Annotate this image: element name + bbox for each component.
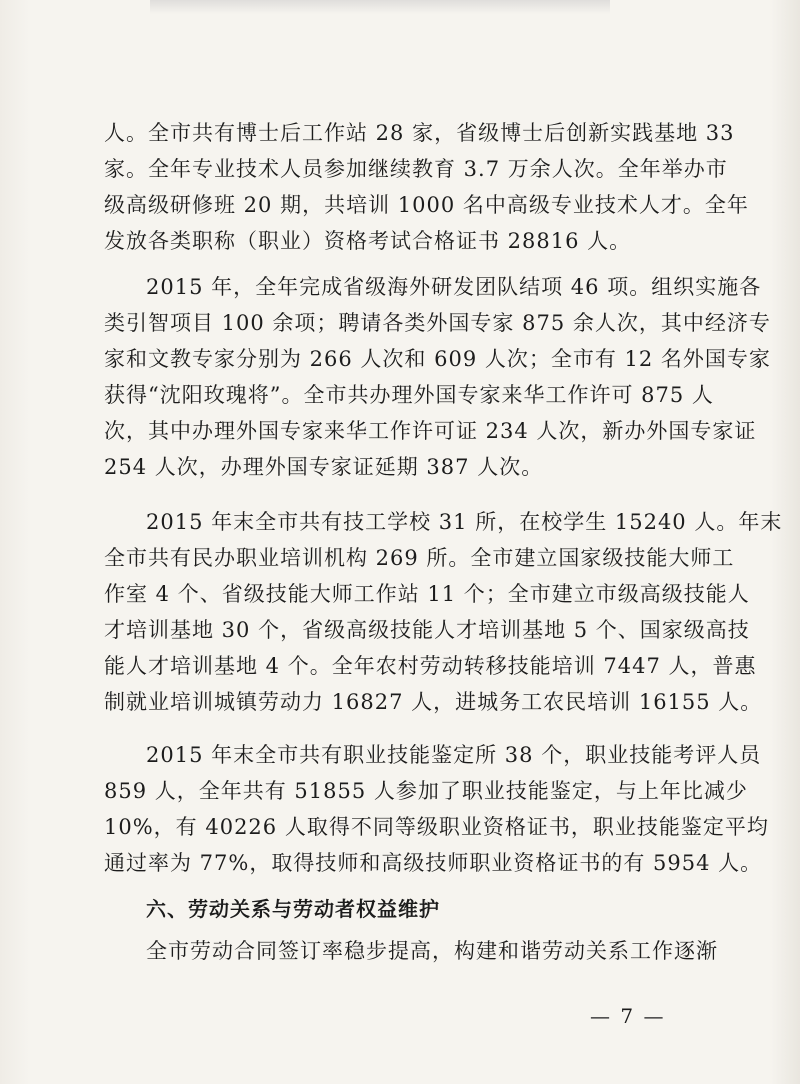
paragraph-line: 254 人次，办理外国专家证延期 387 人次。	[104, 455, 544, 479]
paragraph-line: 2015 年末全市共有职业技能鉴定所 38 个，职业技能考评人员	[146, 743, 762, 767]
paragraph-line: 10%，有 40226 人取得不同等级职业资格证书，职业技能鉴定平均	[104, 815, 769, 839]
paragraph-line: 家和文教专家分别为 266 人次和 609 人次；全市有 12 名外国专家	[104, 347, 771, 371]
paragraph-4	[104, 737, 769, 881]
paragraph-line: 能人才培训基地 4 个。全年农村劳动转移技能培训 7447 人，普惠	[104, 654, 757, 678]
paragraph-line: 制就业培训城镇劳动力 16827 人，进城务工农民培训 16155 人。	[104, 690, 763, 714]
paragraph-line: 类引智项目 100 余项；聘请各类外国专家 875 余人次，其中经济专	[104, 311, 771, 335]
scan-shadow	[150, 0, 610, 14]
paragraph-line: 全市共有民办职业培训机构 269 所。全市建立国家级技能大师工	[104, 546, 735, 570]
paragraph-line: 2015 年末全市共有技工学校 31 所，在校学生 15240 人。年末	[146, 510, 783, 534]
paragraph-line: 家。全年专业技术人员参加继续教育 3.7 万余人次。全年举办市	[104, 157, 728, 181]
paragraph-2	[104, 269, 771, 485]
paragraph-line: 次，其中办理外国专家来华工作许可证 234 人次，新办外国专家证	[104, 419, 757, 443]
paragraph-5	[104, 933, 718, 969]
paragraph-3	[104, 504, 783, 720]
paragraph-line: 级高级研修班 20 期，共培训 1000 名中高级专业技术人才。全年	[104, 193, 749, 217]
paragraph-line: 才培训基地 30 个，省级高级技能人才培训基地 5 个、国家级高技	[104, 618, 750, 642]
paragraph-line: 人。全市共有博士后工作站 28 家，省级博士后创新实践基地 33	[104, 121, 735, 145]
paragraph-line: 作室 4 个、省级技能大师工作站 11 个；全市建立市级高级技能人	[104, 582, 750, 606]
paragraph-line: 获得“沈阳玫瑰将”。全市共办理外国专家来华工作许可 875 人	[104, 383, 714, 407]
paragraph-line: 通过率为 77%，取得技师和高级技师职业资格证书的有 5954 人。	[104, 851, 763, 875]
section-heading: 六、劳动关系与劳动者权益维护	[146, 897, 440, 921]
page-number: — 7 —	[590, 1004, 666, 1028]
paragraph-line: 全市劳动合同签订率稳步提高，构建和谐劳动关系工作逐渐	[146, 939, 718, 963]
paragraph-1	[104, 115, 749, 259]
paragraph-line: 859 人，全年共有 51855 人参加了职业技能鉴定，与上年比减少	[104, 779, 748, 803]
paragraph-line: 2015 年，全年完成省级海外研发团队结项 46 项。组织实施各	[146, 275, 762, 299]
paragraph-line: 发放各类职称（职业）资格考试合格证书 28816 人。	[104, 229, 632, 253]
